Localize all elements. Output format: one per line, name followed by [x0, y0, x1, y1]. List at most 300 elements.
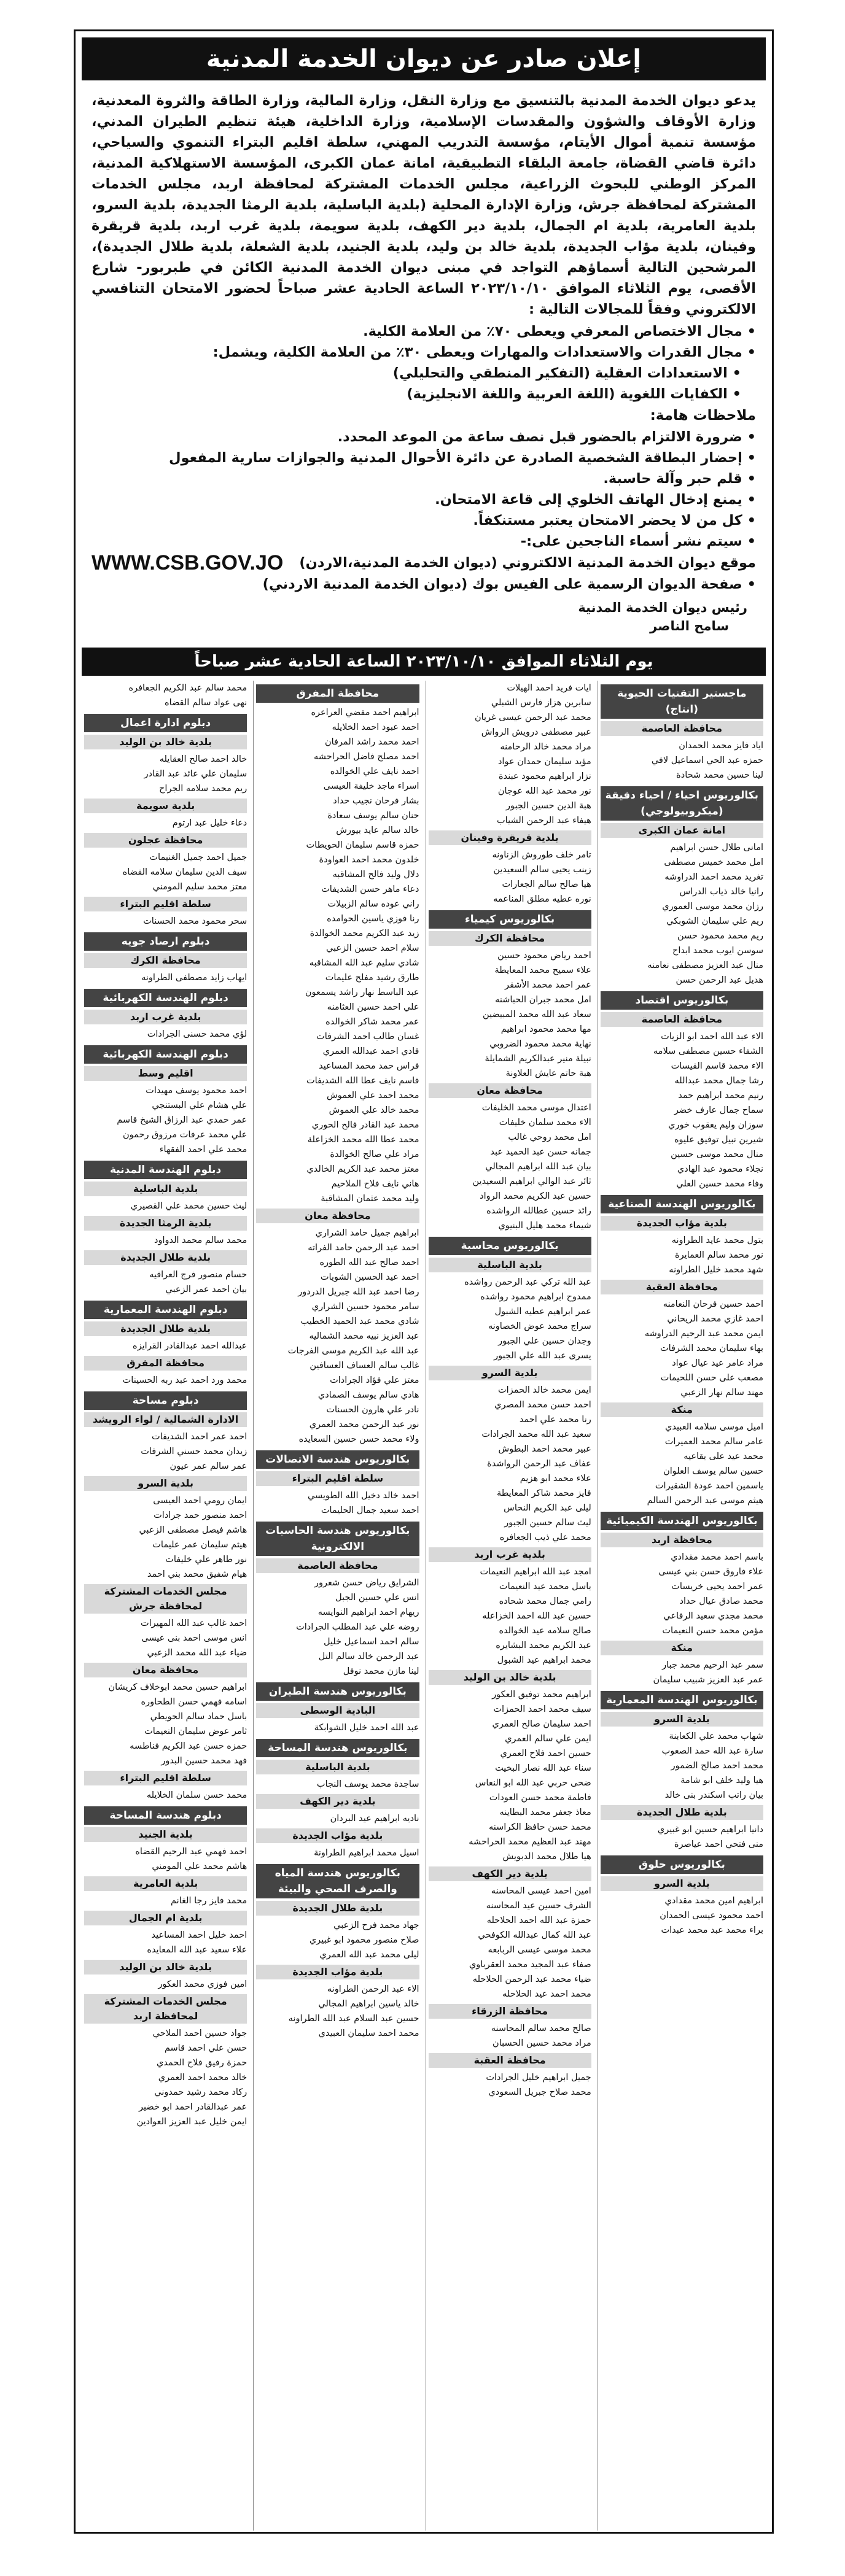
website-url[interactable]: WWW.CSB.GOV.JO [92, 551, 284, 574]
candidate-name: دعاء ماهر حسن الشديفات [321, 884, 419, 894]
candidate-name: حسن علي احمد قاسم [164, 2043, 247, 2053]
candidate-name: سيف الدين سليمان سلامه القضاه [122, 867, 247, 877]
section-heading: دبلوم هندسة المساحة [84, 1806, 247, 1825]
candidate-name: ليلى عبد الكريم النحاس [504, 1503, 591, 1513]
section-heading: بكالوريوس الهندسة الكيميائية [601, 1512, 763, 1530]
candidate-name: عامر سالم محمد العميرات [664, 1437, 763, 1447]
candidate-name: باسل محمد عيد النعيمات [499, 1582, 591, 1592]
candidate-name: خالد سالم عايد بيورش [336, 826, 419, 835]
candidate-name: محمد صادق عيال حداد [679, 1596, 763, 1606]
candidate-name: راني عوده سالم الزبيلات [327, 899, 419, 909]
candidate-name: سماح جمال عارف خضر [674, 1105, 763, 1115]
candidate-name: فادي احمد عبدالله العمري [322, 1046, 419, 1056]
candidate-name: الشرف حسين عيد المحاسنه [486, 1901, 591, 1911]
candidate-name: هاشم فيصل مصطفى الزعبي [139, 1525, 247, 1535]
candidate-name: اعتدال موسى محمد الخليفات [481, 1103, 591, 1113]
candidate-name: احمد محمود عيسى الحمدان [660, 1911, 763, 1920]
website-note: موقع ديوان الخدمة المدنية الالكتروني (ديوان الخدمة المدنية،الاردن) [299, 555, 756, 571]
candidate-name: هادي سالم يوسف الصمادي [317, 1390, 419, 1400]
candidate-name: معتز علي فؤاد الجرادات [330, 1375, 419, 1385]
candidate-name: سامر محمود حسين الشراري [311, 1302, 419, 1312]
candidate-name: نادر علي هارون الحسنات [326, 1405, 419, 1415]
candidate-name: شهاب محمد علي الكعابنة [669, 1731, 763, 1741]
subsection-heading: محافظة الكرك [429, 931, 591, 946]
candidate-name: احمد حسن محمد المصري [494, 1400, 591, 1410]
candidate-name: بيان عبد الله ابراهيم المجالي [485, 1162, 591, 1172]
candidate-name: مؤيد سليمان حمدان عواد [497, 757, 591, 767]
candidate-name: محمد حسن سلمان الخلايله [146, 1790, 247, 1800]
candidate-name: ايات فريد احمد الهيلات [507, 683, 591, 693]
candidate-name: ياسمين احمد عودة الشقيرات [655, 1481, 763, 1491]
candidate-name: امين احمد عيسى المحاسنه [491, 1886, 591, 1896]
candidate-name: عبد الباسط نهار راشد يسمعون [305, 988, 419, 997]
candidate-name: ركاد محمد رشيد حمدوني [154, 2087, 247, 2097]
subsection-heading: بلدية الباسلية [84, 1182, 247, 1196]
candidate-name: فهد محمد حسين البدور [161, 1756, 247, 1766]
subsection-heading: بلدية مؤاب الجديدة [256, 1965, 419, 1979]
candidate-name: غالب سالم العساف العسافين [310, 1361, 419, 1371]
candidate-name: زيدان محمد حسني الشرفات [141, 1447, 247, 1456]
subsection-heading: محافظة المفرق [84, 1356, 247, 1371]
candidate-name: حسين عبد الله احمد الخزاعله [482, 1611, 591, 1621]
candidate-name: محمد موسى عيسى الربابعه [488, 1945, 591, 1955]
intro-section [76, 90, 772, 320]
candidate-name: ليث سالم حسين الجبور [504, 1518, 591, 1528]
candidate-name: عمر ابراهيم عطيه الشبول [494, 1307, 591, 1317]
candidate-name: محمد سالم عبد الكريم الجعافره [128, 683, 247, 693]
candidate-name: احمد غالب عبد الله المهيرات [140, 1619, 247, 1628]
candidate-name: حمزه حسن عبد الكريم فناطسه [130, 1741, 247, 1751]
candidate-name: علاء سميح محمد المعايطة [494, 965, 591, 975]
candidate-name: ايمن محمد عبد الرحيم الدراوشه [644, 1329, 763, 1339]
candidate-name: تامر خلف طوروش الزناونه [492, 850, 591, 860]
candidate-name: لينا حسين محمد شحادة [676, 770, 763, 780]
section-heading: بكالوريوس احياء / احياء دقيقة (ميكروبيولوجي) [601, 786, 763, 821]
candidate-name: هيثم موسى عبد الرحمن السالم [647, 1496, 763, 1506]
candidate-name: رامي جمال محمد شحاده [499, 1596, 591, 1606]
candidate-name: امل محمد روحي غالب [508, 1132, 591, 1142]
signature-role: رئيس ديوان الخدمة المدنية [578, 600, 747, 615]
candidate-name: هبة الدين حسين الجبور [506, 801, 591, 811]
candidate-name: ابراهيم امين محمد مقدادي [664, 1896, 763, 1906]
candidate-name: شيرين نبيل توفيق عليوه [674, 1135, 763, 1145]
candidate-name: ليث حسين محمد علي القصيري [130, 1201, 247, 1211]
subsection-heading: محافظة العاصمة [601, 721, 763, 736]
notes-list [76, 427, 772, 552]
candidate-name: محمد احمد صالح الضمور [671, 1761, 763, 1771]
subsection-heading: بلدية غرب اربد [429, 1547, 591, 1562]
candidate-name: علاء فاروق حسن بني عيسى [658, 1567, 763, 1577]
note-item: • إحضار البطاقة الشخصية الصادرة عن دائرة الأحوال المدنية والجوازات سارية المفعول [76, 447, 756, 468]
candidate-name: صالح محمد سالم المحاسنه [491, 2024, 591, 2033]
subsection-heading: منكة [601, 1402, 763, 1417]
candidate-name: عمر سالم عمر عيون [169, 1461, 247, 1471]
section-heading: دبلوم الهندسة الكهربائية [84, 1045, 247, 1064]
subsection-heading: محافظة العاصمة [256, 1558, 419, 1573]
exam-fields-list [76, 321, 772, 404]
candidate-name: الشرايق رياض حسن شعرور [314, 1578, 419, 1588]
exam-date-banner: يوم الثلاثاء الموافق ٢٠٢٣/١٠/١٠ الساعة الحادية عشر صباحاً [82, 648, 766, 676]
announcement-page [74, 29, 774, 2534]
candidate-name: عبد الكريم محمد البشايره [496, 1641, 591, 1650]
candidate-name: غسان طالب احمد الشرفات [316, 1032, 419, 1042]
candidate-name: حسين سالم يوسف العلوان [663, 1466, 763, 1476]
candidate-name: احمد سعيد جمال الحليمات [321, 1506, 419, 1515]
candidate-name: تغريد محمد احمد الدراوشه [664, 872, 763, 882]
candidate-name: جهاد محمد فرح الزعبي [333, 1920, 419, 1930]
subsection-heading: محافظة العقبة [429, 2053, 591, 2068]
candidate-name: ضياء محمد عبد الرحمن الحلاحله [472, 1975, 591, 1984]
candidate-name: هيام شفيق محمد بني احمد [147, 1569, 247, 1579]
candidate-name: شيماء محمد هليل البنيوي [498, 1221, 591, 1231]
subsection-heading: بلدية الباسلية [256, 1760, 419, 1774]
note-item: • صفحة الديوان الرسمية على الفيس بوك (ديوان الخدمة المدنية الاردني) [76, 574, 756, 595]
candidate-name: اسيل محمد ابراهيم الطراونة [314, 1848, 419, 1858]
candidate-name: ضحى حربي عبد الله ابو النعاس [475, 1778, 591, 1788]
section-heading: بكالوريوس هندسة المياه والصرف الصحي والبيئة [256, 1864, 419, 1898]
candidate-name: فاطمة محمد حسن العودات [489, 1793, 591, 1803]
subsection-heading: محافظة عجلون [84, 833, 247, 848]
subsection-heading: بلدية طلال الجديدة [256, 1901, 419, 1916]
candidate-name: منال محمد موسى حسين [671, 1150, 763, 1159]
subsection-heading: محافظة الزرقاء [429, 2004, 591, 2019]
section-heading: بكالوريوس حلوق [601, 1855, 763, 1874]
candidate-name: احمد صالح عبد الله الطوره [319, 1258, 419, 1267]
candidate-name: سابرين هزاز فارس الشبلي [491, 698, 591, 708]
candidate-name: سعيد عبد الله محمد الجرادات [481, 1429, 591, 1439]
candidate-name: سعاد عبد الله محمد المبيضين [482, 1010, 591, 1019]
candidate-name: اسراء ماجد خليفة العيسى [323, 781, 419, 791]
candidate-name: خالد محمد احمد العمري [158, 2073, 247, 2083]
candidate-name: بيان احمد عمر الزعبي [165, 1285, 247, 1294]
subsection-heading: بلدية دير الكهف [429, 1866, 591, 1881]
note-item: • قلم حبر وآلة حاسبة. [76, 468, 756, 489]
signature-name: سامح الناصر [650, 619, 729, 633]
candidate-name: امل محمد جبران الحباشنه [495, 995, 591, 1005]
candidates-columns [76, 681, 772, 2531]
candidate-name: بيان راتب اسكندر بنى خالد [664, 1790, 763, 1800]
subsection-heading: محافظة الكرك [84, 953, 247, 968]
candidate-name: محمد خالد علي العموش [329, 1105, 419, 1115]
candidate-name: علي هشام علي البستنجي [152, 1100, 247, 1110]
candidate-name: محمد احمد عيد الحلاحله [502, 1989, 591, 1999]
candidate-name: بشار فرحان نجيب حداد [333, 796, 419, 806]
candidate-name: بهاء سليمان محمد الشرفات [660, 1344, 763, 1353]
candidate-name: عبد الله كمال عبدالله الكوفحي [478, 1930, 591, 1940]
candidate-name: هبة حاتم عايش العلاونة [505, 1069, 591, 1078]
candidate-name: اسامه فهمي حسن الطحاوره [141, 1697, 247, 1707]
candidate-name: احمد رياض محمود حسين [497, 951, 591, 961]
exam-field-item: • مجال الاختصاص المعرفي ويعطى ٧٠٪ من العلامة الكلية. [76, 321, 756, 342]
candidate-name: زيد عبد الكريم محمد الخوالدة [310, 929, 419, 938]
candidate-name: ثائر عبد الوالي ابراهيم السعيدين [472, 1177, 591, 1186]
candidate-name: الاء محمد قاسم القيسات [671, 1061, 763, 1071]
signature-block [76, 598, 772, 635]
candidate-name: ضياء عبد الله محمد الزعبي [147, 1648, 247, 1658]
candidate-name: شادي محمد عبد الحميد الخطيب [300, 1317, 419, 1326]
candidate-name: عبد الله عبد الكريم موسى الفرجات [287, 1346, 419, 1356]
candidate-name: احمد سليمان صالح العمري [492, 1719, 591, 1729]
candidate-name: محمد مجدي سعيد الرفاعي [663, 1611, 763, 1621]
candidate-name: ابراهيم جميل حامد الشراري [315, 1228, 419, 1238]
candidate-name: هاني نايف فلاح الملاحيم [331, 1179, 419, 1189]
candidate-name: سلام احمد حسين الزعبي [326, 943, 419, 953]
candidate-name: ريهام احمد ابراهيم النوايسه [317, 1607, 419, 1617]
candidate-name: مراد محمد حسين الحسبان [493, 2038, 591, 2048]
candidate-name: محمد فايز رجا الغانم [170, 1896, 247, 1906]
subsection-heading: بلدية طلال الجديدة [84, 1250, 247, 1265]
subsection-heading: بلدية السرو [429, 1366, 591, 1380]
subsection-heading: بلدية خالد بن الوليد [84, 735, 247, 749]
candidate-name: عمر احمد محمد الأشقر [504, 980, 591, 990]
candidate-name: معتز محمد سليم المومني [152, 882, 247, 892]
column-4 [82, 681, 249, 2531]
candidate-name: شادي سليم عبد الله المشاقبه [309, 958, 419, 968]
candidate-name: حسين عبد السلام عبد الله الطراونه [288, 2014, 419, 2024]
notes-title: ملاحظات هامة: [650, 408, 756, 424]
subsection-heading: بلدية الرمثا الجديدة [84, 1216, 247, 1231]
candidate-name: حسام منصور فرج العراقيه [149, 1270, 247, 1280]
subsection-heading: سلطة اقليم البتراء [256, 1471, 419, 1486]
candidate-name: نوره عطيه مطلق المناعمه [493, 894, 591, 904]
candidate-name: الاء عبد الرحمن الطراونه [327, 1984, 419, 1994]
candidate-name: زينب يحيى سالم السعيدين [493, 865, 591, 875]
candidate-name: مها محمد محمود ابراهيم [500, 1024, 591, 1034]
candidate-name: امانى طلال حسن ابراهيم [670, 843, 763, 853]
candidate-name: جميل ابراهيم خليل الجرادات [486, 2073, 591, 2083]
candidate-name: صالح سلامه عيد الخوالده [499, 1626, 591, 1636]
candidate-name: معتز محمد عبد الكريم الخالدي [306, 1164, 419, 1174]
note-item: • سيتم نشر أسماء الناجحين على:- [76, 531, 756, 552]
candidate-name: سيف محمد احمد الحمزات [493, 1704, 591, 1714]
subsection-heading: سلطة اقليم البتراء [84, 897, 247, 911]
subsection-heading: الادارة الشمالية / لواء الرويشد [84, 1412, 247, 1427]
candidate-name: مؤمن محمد حسن النعيمات [662, 1626, 763, 1636]
candidate-name: سحر محمود محمد الحسنات [143, 916, 247, 926]
candidate-name: دلال وليد فالح المشاقبه [332, 870, 419, 880]
subsection-heading: بلدية سويمة [84, 799, 247, 813]
subsection-heading: بلدية غرب اربد [84, 1010, 247, 1024]
subsection-heading: امانة عمان الكبرى [601, 823, 763, 838]
section-heading: دبلوم الهندسة الكهربائية [84, 989, 247, 1007]
candidate-name: ابراهيم محمد توفيق العكور [492, 1690, 591, 1700]
candidate-name: خالد احمد صالح العقايله [159, 754, 247, 764]
subsection-heading: بلدية ام الجمال [84, 1911, 247, 1925]
candidate-name: احمد حسين فرحان النعامنه [663, 1299, 763, 1309]
subsection-heading: محافظة معان [84, 1663, 247, 1677]
section-heading: ماجستير التقنيات الحيوية (انتاج) [601, 684, 763, 719]
candidate-name: محمد ورد احمد عبد ربه الحسينات [122, 1375, 247, 1385]
candidate-name: امجد عبد الله ابراهيم النعيمات [480, 1567, 591, 1577]
candidate-name: باسم احمد محمد مقدادي [671, 1552, 763, 1562]
candidate-name: رشا جمال محمد عبدالله [674, 1076, 763, 1086]
candidate-name: وفاء محمد حسين العلي [676, 1179, 763, 1189]
candidate-name: محمد سالم محمد الدواود [154, 1236, 247, 1245]
candidate-name: منى فتحي احمد عياصرة [674, 1839, 763, 1849]
section-heading: محافظة المفرق [256, 684, 419, 703]
candidate-name: سراج محمد عوض الخصاونه [488, 1321, 591, 1331]
candidate-name: هديل عبد الرحمن حسن [676, 975, 763, 985]
subsection-heading: اقليم وسط [84, 1066, 247, 1081]
candidate-name: دعاء خليل عبد ارتوم [172, 818, 247, 828]
candidate-name: رزان محمد موسى العموري [662, 902, 763, 911]
candidate-name: سمر عبد الرحيم محمد جبار [662, 1660, 763, 1670]
candidate-name: عبد الرحمن خالد سالم التل [318, 1652, 419, 1661]
subsection-heading: بلدية طلال الجديدة [601, 1805, 763, 1820]
subsection-heading: بلدية السرو [601, 1712, 763, 1727]
candidate-name: احمد عمر احمد الشديفات [151, 1432, 247, 1442]
candidate-name: خالد ياسين ابراهيم المجالي [318, 1999, 419, 2009]
candidate-name: رنيم محمد ابراهيم حمد [678, 1091, 763, 1100]
subsection-heading: بلدية مؤاب الجديدة [601, 1216, 763, 1231]
candidate-name: قاسم نايف عطا الله الشديفات [306, 1076, 419, 1086]
column-2 [426, 681, 594, 2531]
candidate-name: نور عبد الرحمن محمد العمري [309, 1420, 419, 1429]
candidate-name: انس علي حسين الجبل [335, 1593, 419, 1603]
candidate-name: مهند سالم نهار الزعبي [680, 1388, 763, 1398]
subsection-heading: بلدية العامرية [84, 1876, 247, 1891]
subsection-heading: منكة [601, 1641, 763, 1655]
candidate-name: عمر احمد يحيى خريسات [671, 1582, 763, 1592]
candidate-name: يسرى عبد الله علي الجبور [494, 1351, 591, 1361]
candidate-name: جميل احمد جميل الغنيمات [149, 853, 247, 862]
candidate-name: سارة عبد الله حمد الصعوب [661, 1746, 763, 1756]
candidate-name: لينا مازن محمد نوفل [343, 1666, 419, 1676]
candidate-name: مصعب على حسن اللحيمات [660, 1373, 763, 1383]
section-heading: بكالوريوس الهندسة المعمارية [601, 1691, 763, 1709]
candidate-name: ابراهيم حسين محمد ابوخلاف كريشان [108, 1682, 247, 1692]
candidate-name: الاء عبد الله احمد ابو الزيات [661, 1032, 763, 1042]
candidate-name: احمد مصلح فاضل الحراحشه [314, 752, 419, 762]
section-heading: بكالوريوس اقتصاد [601, 991, 763, 1010]
candidate-name: هيا وليد خلف ابو شامة [680, 1776, 763, 1785]
candidate-name: هيثم سليمان عمر عليمات [152, 1540, 247, 1550]
candidate-name: حمزة عبد الله احمد الحلاحله [486, 1916, 591, 1925]
note-item: • كل من لا يحضر الامتحان يعتبر مستنكفاً. [76, 510, 756, 531]
candidate-name: ريم محمد سلامه الجراح [159, 784, 247, 794]
candidate-name: امل محمد خميس مصطفى [664, 857, 763, 867]
candidate-name: علي احمد حسين العثامنه [327, 1002, 419, 1012]
candidate-name: سالم احمد اسماعيل خليل [323, 1637, 419, 1647]
candidate-name: رائد حسين عطالله الرواشده [486, 1206, 591, 1216]
candidate-name: احمد عبود احمد الخلايله [332, 722, 419, 732]
candidate-name: حسين عبد الكريم محمد الرواد [480, 1191, 591, 1201]
candidate-name: ايمن محمد خالد الحمزات [498, 1385, 591, 1395]
subsection-heading: بلدية السرو [84, 1476, 247, 1491]
candidate-name: حمزه عبد الحي اسماعيل لافي [651, 756, 763, 765]
subsection-heading: سلطة اقليم البتراء [84, 1771, 247, 1785]
candidate-name: ابراهيم احمد مفضي العراعره [311, 708, 419, 717]
candidate-name: احمد عبد الرحمن حامد الفراته [308, 1243, 419, 1253]
candidate-name: عبدالله احمد عبدالقادر القرايزه [133, 1341, 247, 1351]
candidate-name: ايمان رومي احمد العيسى [153, 1496, 247, 1506]
candidate-name: شهد محمد خليل الطراونه [669, 1265, 763, 1275]
candidate-name: رضا احمد عبد الله جبريل الدردور [298, 1287, 419, 1297]
subsection-heading: مجلس الخدمات المشتركة لمحافظة اربد [84, 1994, 247, 2024]
subsection-heading: محافظة العاصمة [601, 1012, 763, 1027]
candidate-name: نهاية محمد محمود الضروبي [489, 1039, 591, 1049]
candidate-name: نور طاهر علي خليفات [165, 1555, 247, 1565]
candidate-name: حمزه قاسم سليمان الحويطات [306, 840, 419, 850]
subsection-heading: محافظة معان [256, 1209, 419, 1223]
candidate-name: اياد فايز محمد الحمدان [679, 741, 763, 751]
candidate-name: هيا صالح سالم الجعارات [502, 880, 591, 889]
section-heading: دبلوم ادارة اعمال [84, 714, 247, 732]
candidate-name: محمد احمد سليمان العبيدي [318, 2029, 419, 2038]
subsection-heading: محافظة اربد [601, 1533, 763, 1547]
candidate-name: ناديه ابراهيم عيد البردان [330, 1814, 419, 1824]
candidate-name: احمد غازي محمد الريحاني [667, 1314, 763, 1324]
candidate-name: حمزة رفيق فلاح الحمدي [156, 2058, 247, 2068]
candidate-name: رنا محمد علي احمد [519, 1415, 591, 1425]
candidate-name: احمد فهمي عبد الرحيم القضاه [135, 1847, 247, 1857]
subsection-heading: بلدية السرو [601, 1876, 763, 1891]
candidate-name: عبد الله تركي عبد الرحمن رواشده [464, 1277, 591, 1287]
candidate-name: ممدوح ابراهيم محمود رواشده [480, 1292, 591, 1302]
candidate-name: عمر محمد شاكر الخوالده [325, 1017, 419, 1027]
candidate-name: الشفاء حسين مصطفى سلامه [653, 1046, 763, 1056]
exam-field-item: • الكفايات اللغوية (اللغة العربية واللغة الانجليزية) [76, 384, 756, 404]
section-heading: بكالوريوس هندسة الاتصالات [256, 1450, 419, 1469]
section-heading: بكالوريوس هندسة الحاسبات الالكترونية [256, 1522, 419, 1556]
candidate-name: الاء محمد سلمان خليفات [499, 1118, 591, 1127]
candidate-name: هيفاء عبد الرحمن الشياب [497, 816, 591, 826]
note-item: • ضرورة الالتزام بالحضور قبل نصف ساعة من الموعد المحدد. [76, 427, 756, 447]
candidate-name: نهى عواد سالم القضاه [164, 698, 247, 708]
candidate-name: روضه علي عبد المطلب الجرادات [296, 1622, 419, 1632]
candidate-name: احمد نايف علي الخوالده [330, 767, 419, 776]
candidate-name: مراد محمد خالد الرحامنه [500, 742, 591, 752]
candidate-name: محمد حسن حافظ الكراسنه [489, 1822, 591, 1832]
candidate-name: ايهاب زايد مصطفى الطراونه [141, 973, 247, 983]
candidate-name: نزار ابراهيم محمود عبندة [499, 772, 591, 781]
exam-field-item: • مجال القدرات والاستعدادات والمهارات ويعطى ٣٠٪ من العلامة الكلية، ويشمل: [76, 342, 756, 363]
candidate-name: محمد احمد علي العموش [327, 1091, 419, 1100]
candidate-name: جواد حسين احمد الملاحي [152, 2029, 247, 2038]
candidate-name: ولاء محمد حسن حسين السعايده [298, 1434, 419, 1444]
candidate-name: عمر عبد العزيز شبيب سليمان [653, 1675, 763, 1685]
candidate-name: سوسن ايوب محمد ابداح [672, 946, 763, 956]
candidate-name: صلاح منصور محمود ابو غبيري [309, 1935, 419, 1945]
candidate-name: محمد عبد القادر فالح الحوري [311, 1120, 419, 1130]
candidate-name: محمد عطا الله محمد الخزاعلة [307, 1135, 419, 1145]
candidate-name: عبير محمد احمد البطوش [498, 1444, 591, 1454]
candidate-name: احمد محمد راشد المرفان [324, 737, 419, 747]
facebook-note-list [76, 574, 772, 595]
candidate-name: صفاء عبد المجيد محمد العقرباوي [469, 1960, 591, 1970]
candidate-name: محمد عبد الرحمن عيسى غريان [474, 713, 591, 722]
section-heading: دبلوم الهندسة المدنية [84, 1161, 247, 1179]
section-heading: بكالوريوس الهندسة الصناعية [601, 1195, 763, 1213]
candidate-name: وجدان حسين علي الجبور [498, 1336, 591, 1346]
section-heading: بكالوريوس كيمياء [429, 910, 591, 929]
candidate-name: احمد عيد الحسين الشويات [320, 1272, 419, 1282]
subsection-heading: محافظة معان [429, 1083, 591, 1098]
candidate-name: عبد الله احمد خليل الشوابكة [314, 1723, 419, 1733]
candidate-name: انس موسى احمد بنى عيسى [141, 1633, 247, 1643]
website-line [76, 552, 772, 574]
candidate-name: محمد عيد على بقاعيه [683, 1452, 763, 1461]
candidate-name: ساجدة محمد يوسف النجاب [316, 1779, 419, 1789]
candidate-name: حنان سالم يوسف سعادة [327, 811, 419, 821]
candidate-name: لؤي محمد حسنى الجرادات [147, 1029, 247, 1039]
exam-field-item: • الاستعدادات العقلية (التفكير المنطقي والتحليلي) [76, 363, 756, 384]
candidate-name: مراد علي صالح الخوالدة [330, 1150, 419, 1159]
candidate-name: محمد علي احمد الفقهاء [159, 1145, 247, 1155]
candidate-name: طارق رشيد مفلح عليمات [325, 973, 419, 983]
candidate-name: احمد منصور حمد جرادات [154, 1510, 247, 1520]
section-heading: دبلوم ارصاد جويه [84, 932, 247, 951]
